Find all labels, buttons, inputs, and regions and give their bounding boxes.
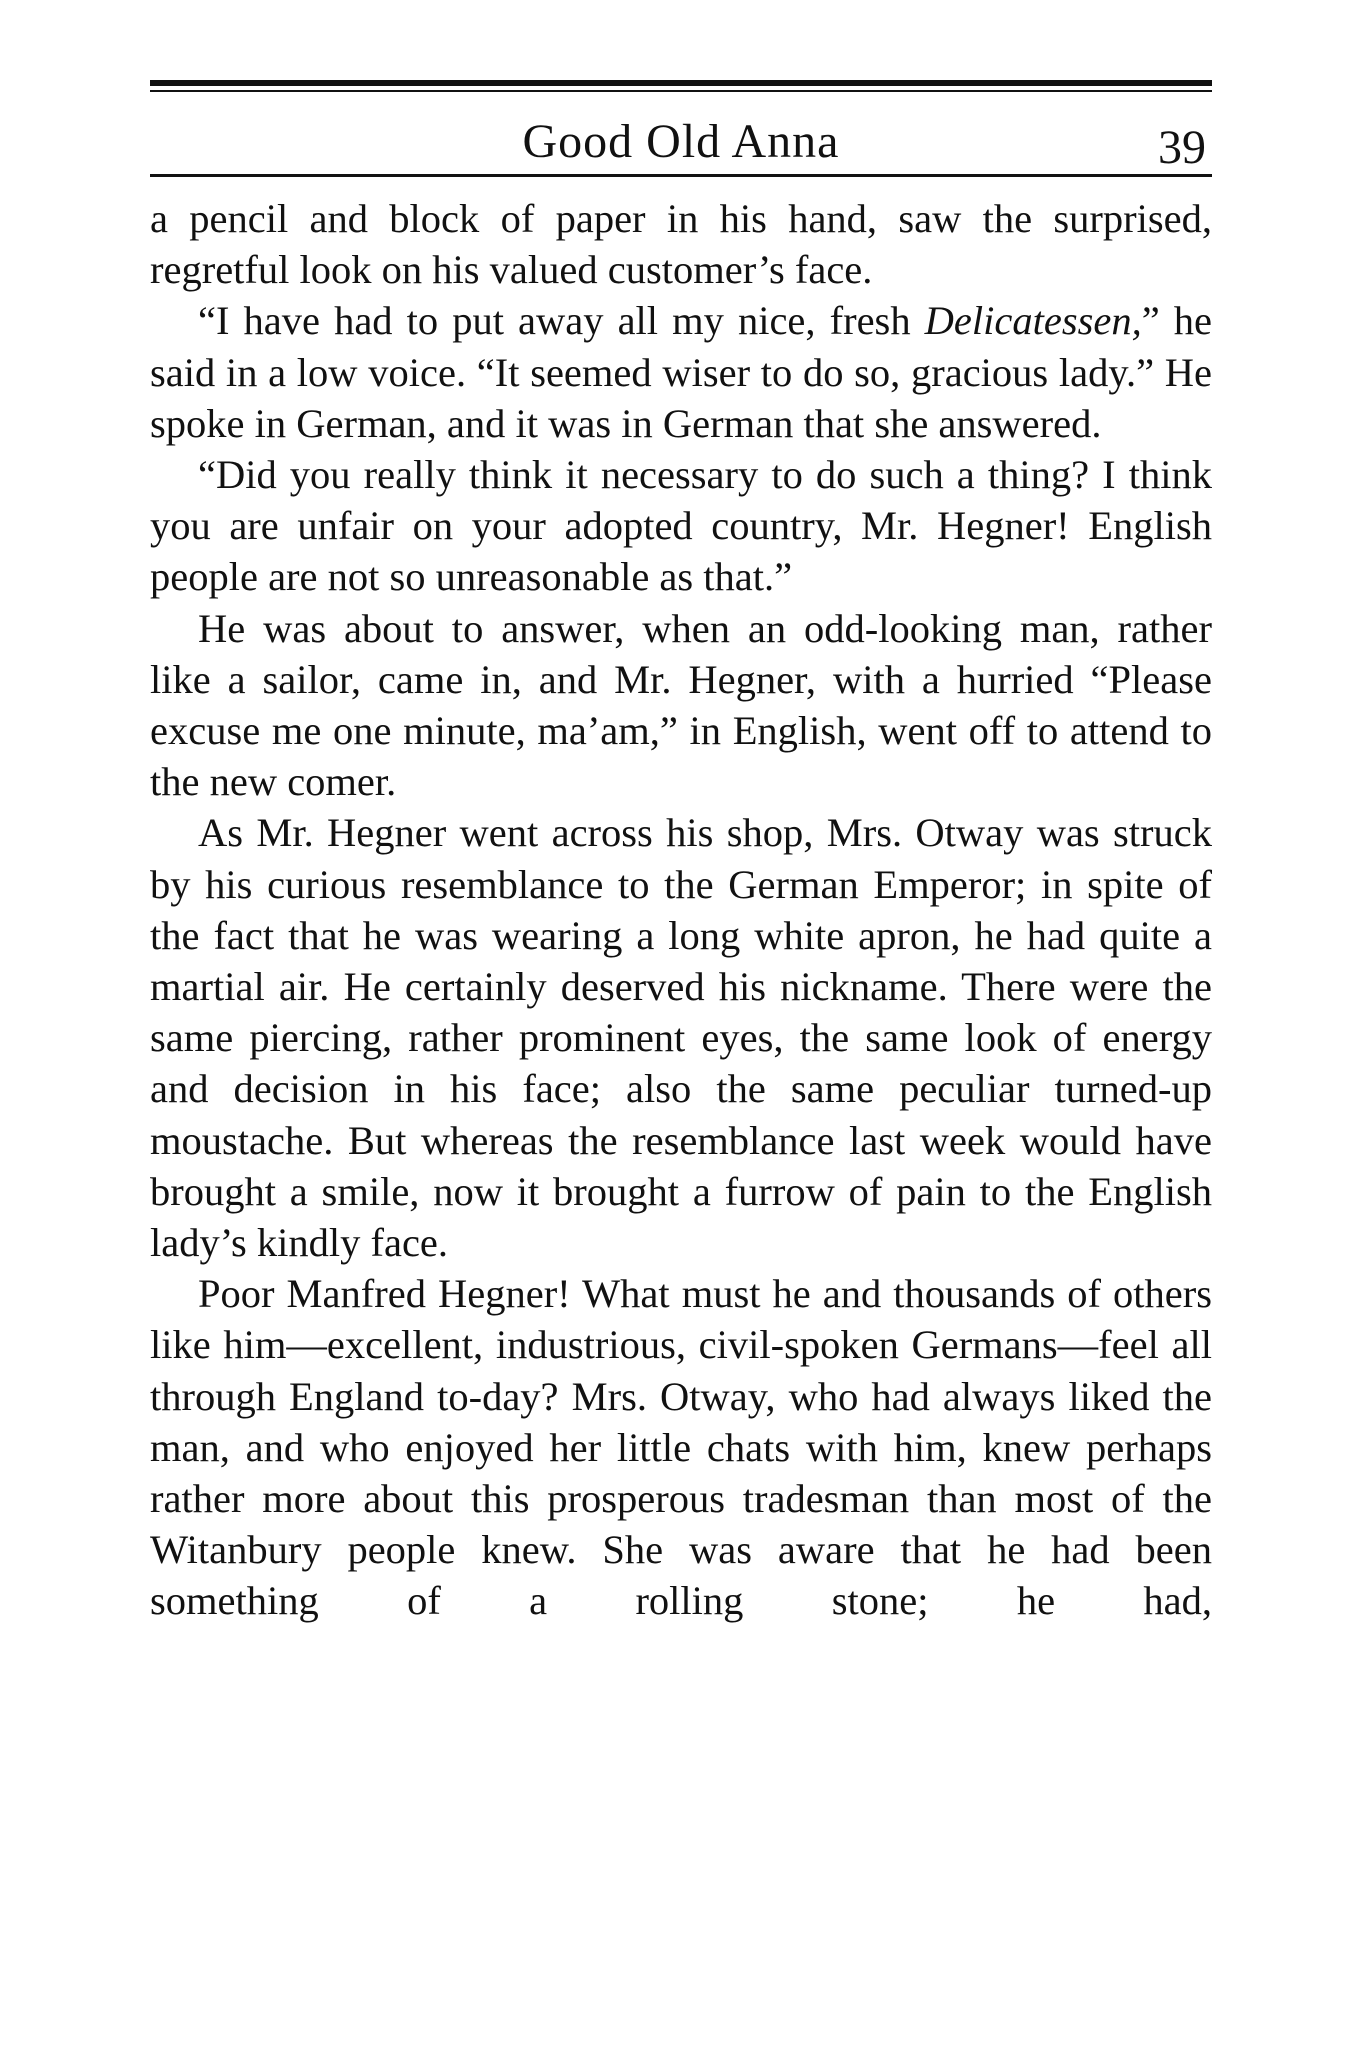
paragraph-2-text-a: “I have had to put away all my nice, fresh [198,298,925,344]
paragraph-1: a pencil and block of paper in his hand, saw the surprised, regretful look on his valued customer’s face. [150,196,1212,293]
paragraph-6: Poor Manfred Hegner! What must he and thousands of others like him—excellent, industrious, civil-spoken Germans—feel all through England to-day? Mrs. Otway, who had always liked the man, and who enjoyed her little chats with him, knew perhaps rather more about this prosperous tradesman than most of the Witanbury people knew. She was aware that he had been something of a rolling stone; he had, [150,1271,1212,1624]
header-rule-bottom [150,174,1212,177]
running-title: Good Old Anna [522,115,840,168]
page-number: 39 [1158,121,1206,174]
body-text [150,193,1212,1627]
paragraph-3: “Did you really think it necessary to do such a thing? I think you are unfair on your adopted country, Mr. Hegner! English people are not so unreasonable as that.” [150,452,1212,600]
book-page [150,80,1212,1627]
paragraph-4: He was about to answer, when an odd-looking man, rather like a sailor, came in, and Mr. Hegner, with a hurried “Please excuse me one minute, ma’am,” in English, went off to attend to the new comer. [150,605,1212,805]
paragraph-2-text-b: ” he said in a low voice. “It seemed wiser to do so, gracious lady.” He spoke in German, and it was in German that she answered. [150,298,1212,446]
running-header [150,92,1212,174]
italic-delicatessen: Delicatessen, [924,298,1142,344]
header-rule-thick [150,80,1212,86]
paragraph-2 [150,295,1212,449]
paragraph-5: As Mr. Hegner went across his shop, Mrs. Otway was struck by his curious resemblance to the German Emperor; in spite of the fact that he was wearing a long white apron, he had quite a martial air. He certainly deserved his nickname. There were the same piercing, rather prominent eyes, the same look of energy and decision in his face; also the same peculiar turned-up moustache. But whereas the resemblance last week would have brought a smile, now it brought a furrow of pain to the English lady’s kindly face. [150,810,1212,1266]
